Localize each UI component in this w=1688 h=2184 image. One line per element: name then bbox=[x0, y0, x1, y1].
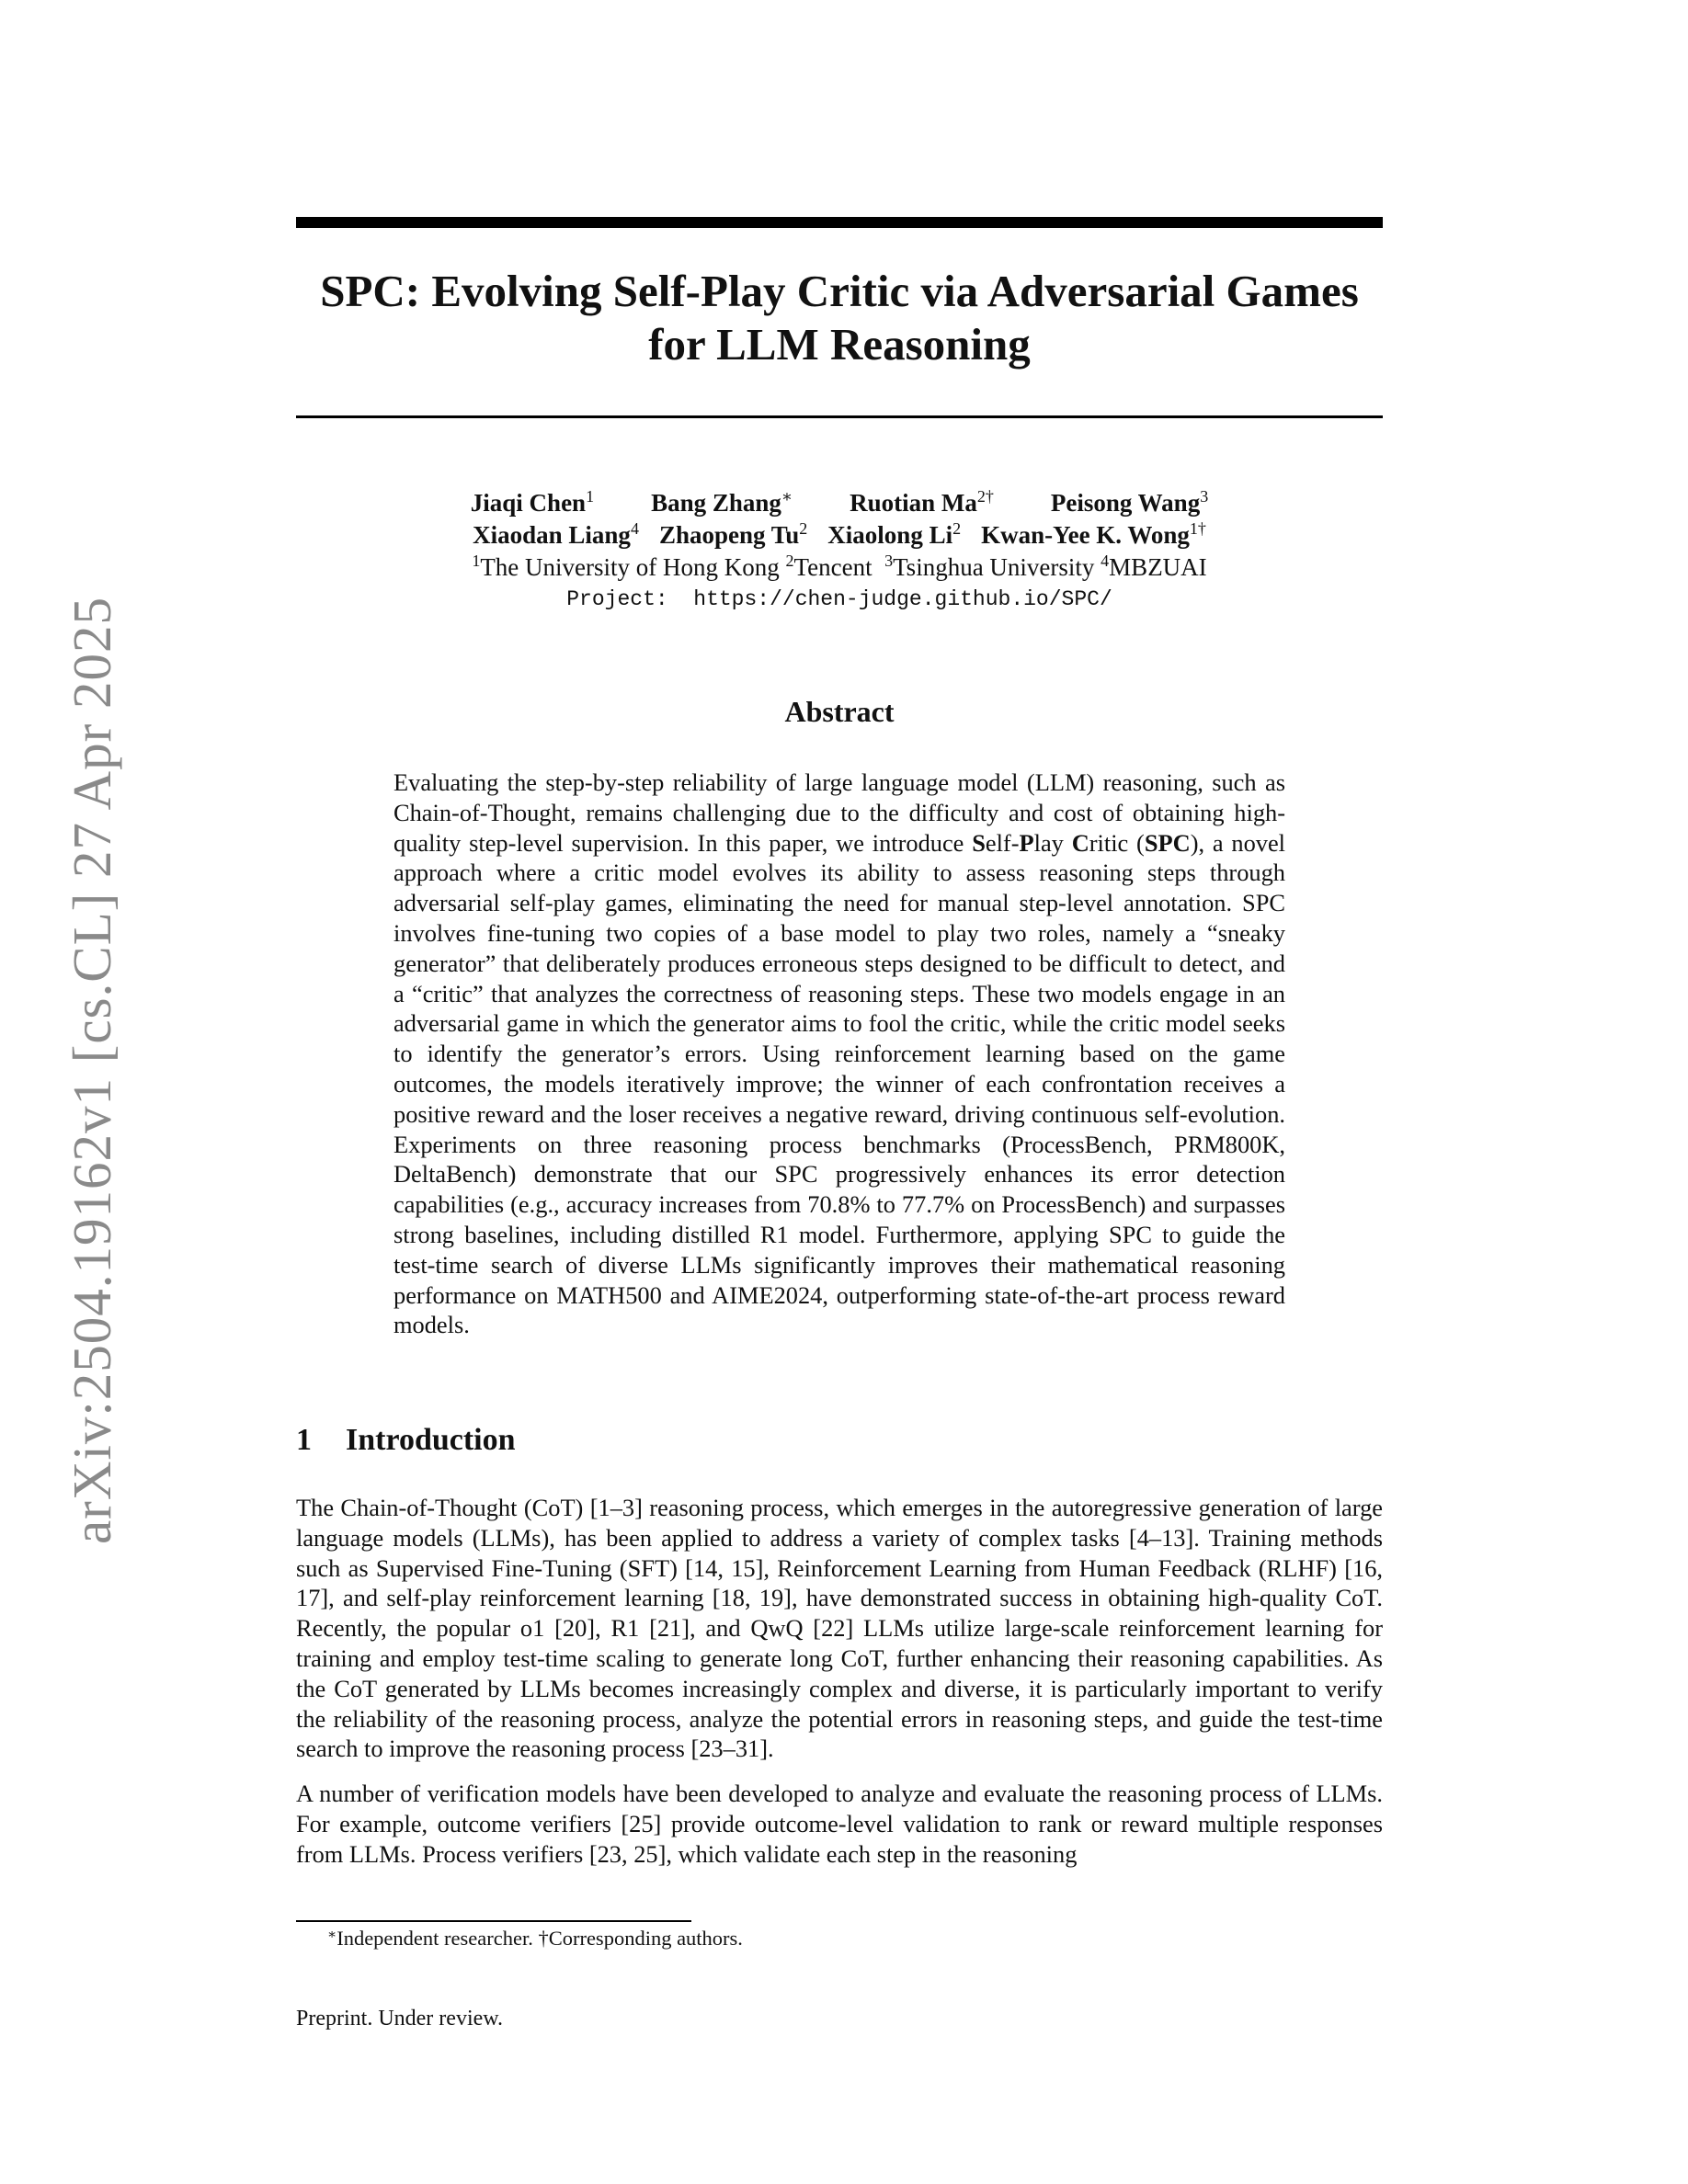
title-line-2: for LLM Reasoning bbox=[648, 319, 1031, 370]
author-name: Kwan-Yee K. Wong bbox=[981, 521, 1190, 549]
author-name: Ruotian Ma bbox=[850, 489, 977, 517]
section-number: 1 bbox=[296, 1423, 312, 1457]
introduction-body bbox=[296, 1493, 1383, 1884]
author-affil-sup: 2† bbox=[976, 487, 994, 506]
author-name: Bang Zhang bbox=[651, 489, 781, 517]
title-line-1: SPC: Evolving Self-Play Critic via Adversarial Games bbox=[320, 266, 1359, 316]
section-heading-introduction bbox=[296, 1423, 516, 1458]
author-affil-sup: 2 bbox=[799, 519, 808, 538]
arxiv-sidebar-stamp: arXiv:2504.19162v1 [cs.CL] 27 Apr 2025 bbox=[62, 596, 122, 1544]
author-name: Xiaolong Li bbox=[827, 521, 953, 549]
page-footer: Preprint. Under review. bbox=[296, 2007, 504, 2030]
project-link[interactable]: Project: https://chen-judge.github.io/SPC/ bbox=[566, 587, 1112, 611]
affiliation: MBZUAI bbox=[1109, 553, 1207, 581]
footnote-rule bbox=[296, 1920, 691, 1922]
author-row-2 bbox=[296, 519, 1383, 552]
author-name: Xiaodan Liang bbox=[473, 521, 631, 549]
author-row-1 bbox=[296, 487, 1383, 519]
paragraph: The Chain-of-Thought (CoT) [1–3] reasoning process, which emerges in the autoregressive generation of large language models (LLMs), has been applied to address a variety of complex tasks [4–13]. Training methods such as Supervised Fine-Tuning (SFT) [14, 15], Reinforcement Learning from Human Feedback (RLHF) [16, 17], and self-play reinforcement learning [18, 19], have demonstrated success in obtaining high-quality CoT. Recently, the popular o1 [20], R1 [21], and QwQ [22] LLMs utilize large-scale reinforcement learning for training and employ test-time scaling to generate long CoT, further enhancing their reasoning capabilities. As the CoT generated by LLMs becomes increasingly complex and diverse, it is particularly important to verify the reliability of the reasoning process, analyze the potential errors in reasoning steps, and guide the test-time search to improve the reasoning process [23–31]. bbox=[296, 1494, 1383, 1763]
affiliation: Tencent bbox=[793, 553, 873, 581]
paper-title bbox=[296, 265, 1383, 371]
author-block bbox=[296, 487, 1383, 616]
author-name: Zhaopeng Tu bbox=[658, 521, 800, 549]
footnote: ∗Independent researcher. †Corresponding authors. bbox=[327, 1927, 743, 1950]
affiliation: Tsinghua University bbox=[893, 553, 1095, 581]
author-affil-sup: 3 bbox=[1200, 487, 1209, 506]
author-affil-sup: ∗ bbox=[781, 487, 793, 506]
author-affil-sup: 2 bbox=[952, 519, 962, 538]
author-affil-sup: 1 bbox=[586, 487, 595, 506]
author-affil-sup: 4 bbox=[630, 519, 639, 538]
abstract-text: Evaluating the step-by-step reliability of large language model (LLM) reasoning, such as Chain-of-Thought, remains challenging due to the difficulty and cost of obtaining high-quality step-level supervision. In this paper, we introduce Self-Play Critic (SPC), a novel approach where a critic model evolves its ability to assess reasoning steps through adversarial self-play games, eliminating the need for manual step-level annotation. SPC involves fine-tuning two copies of a base model to play two roles, namely a “sneaky generator” that deliberately produces erroneous steps designed to be difficult to detect, and a “critic” that analyzes the correctness of reasoning steps. These two models engage in an adversarial game in which the generator aims to fool the critic, while the critic model seeks to identify the generator’s errors. Using reinforcement learning based on the game outcomes, the models iteratively improve; the winner of each confrontation receives a positive reward and the loser receives a negative reward, driving continuous self-evolution. Experiments on three reasoning process benchmarks (ProcessBench, PRM800K, DeltaBench) demonstrate that our SPC progressively enhances its error detection capabilities (e.g., accuracy increases from 70.8% to 77.7% on ProcessBench) and surpasses strong baselines, including distilled R1 model. Furthermore, applying SPC to guide the test-time search of diverse LLMs significantly improves their mathematical reasoning performance on MATH500 and AIME2024, outperforming state-of-the-art process reward models. bbox=[393, 768, 1286, 1339]
title-rule-bottom bbox=[296, 415, 1383, 418]
author-affil-sup: 1† bbox=[1189, 519, 1206, 538]
abstract-heading: Abstract bbox=[784, 695, 895, 728]
affiliations: $^1$The University of Hong Kong $^2$Tencent $^3$Tsinghua University $^4$MBZUAI bbox=[472, 552, 1207, 581]
author-name: Jiaqi Chen bbox=[470, 489, 587, 517]
paragraph: A number of verification models have been developed to analyze and evaluate the reasoning process of LLMs. For example, outcome verifiers [25] provide outcome-level validation to rank or reward multiple responses from LLMs. Process verifiers [23, 25], which validate each step in the reasoning bbox=[296, 1780, 1383, 1868]
affiliation: The University of Hong Kong bbox=[480, 553, 780, 581]
author-name: Peisong Wang bbox=[1050, 489, 1201, 517]
title-rule-top bbox=[296, 217, 1383, 228]
section-title: Introduction bbox=[346, 1423, 516, 1457]
